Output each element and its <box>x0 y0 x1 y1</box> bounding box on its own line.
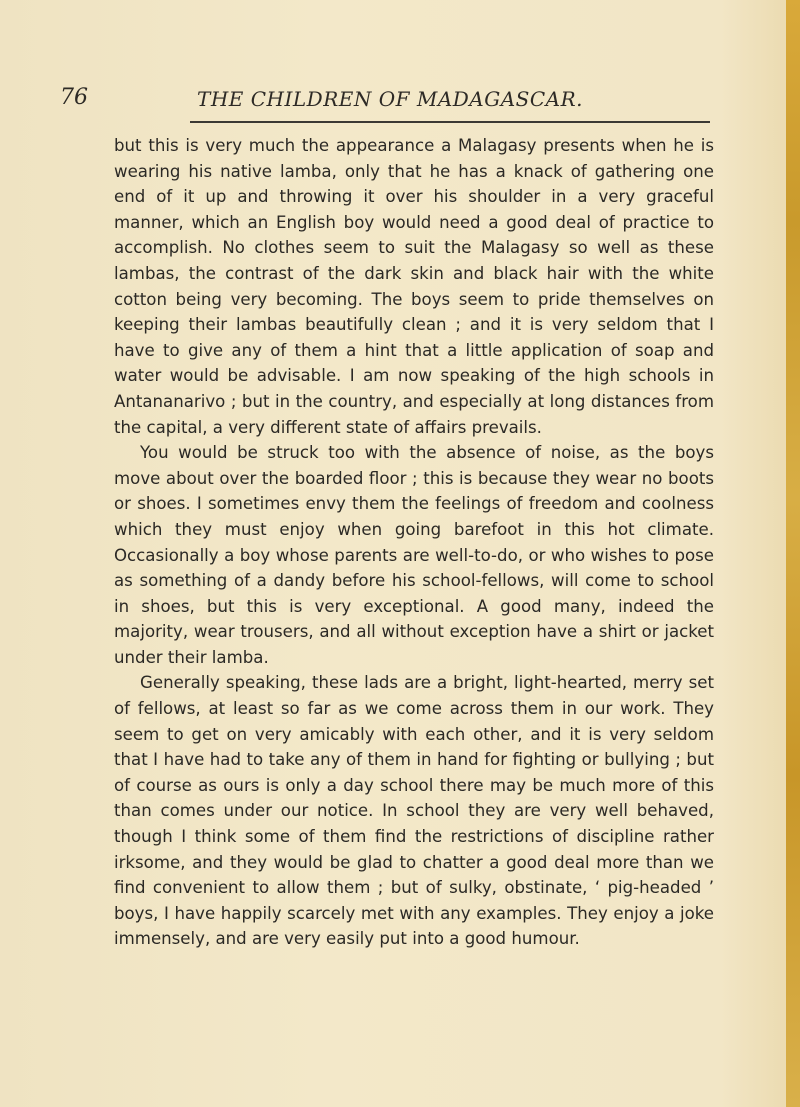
header-rule <box>190 121 710 123</box>
body-text <box>114 133 714 952</box>
page-header <box>60 83 760 113</box>
running-title: THE CHILDREN OF MADAGASCAR. <box>197 87 584 111</box>
paragraph-3: Generally speaking, these lads are a bright, light-hearted, merry set of fellows, at least so far as we come across them in our work. They seem to get on very amicably with each other, and it is very seldom that I have had to take any of them in hand for fighting or bullying ; but of course as ours is only a day school there may be much more of this than comes under our notice. In school they are very well behaved, though I think some of them find the restrictions of discipline rather irksome, and they would be glad to chatter a good deal more than we find convenient to allow them ; but of sulky, obstinate, ‘ pig-headed ’ boys, I have happily scarcely met with any examples. They enjoy a joke immensely, and are very easily put into a good humour. <box>114 673 714 949</box>
page-edge <box>786 0 800 1107</box>
paragraph-2: You would be struck too with the absence of noise, as the boys move about over the boarded floor ; this is because they wear no boots or shoes. I sometimes envy them the feelings of freedom and coolness which they must enjoy when going barefoot in this hot climate. Occasionally a boy whose parents are well-to-do, or who wishes to pose as something of a dandy before his school-fellows, will come to school in shoes, but this is very exceptional. A good many, indeed the majority, wear trousers, and all without exception have a shirt or jacket under their lamba. <box>114 443 714 667</box>
paragraph-1: but this is very much the appearance a Malagasy presents when he is wearing his native lamba, only that he has a knack of gathering one end of it up and throwing it over his shoulder in a very graceful manner, which an English boy would need a good deal of practice to accomplish. No clothes seem to suit the Malagasy so well as these lambas, the contrast of the dark skin and black hair with the white cotton being very becoming. The boys seem to pride themselves on keeping their lambas beautifully clean ; and it is very seldom that I have to give any of them a hint that a little application of soap and water would be advisable. I am now speaking of the high schools in Antananarivo ; but in the country, and especially at long distances from the capital, a very different state of affairs prevails. <box>114 136 714 437</box>
page-number: 76 <box>60 85 88 110</box>
